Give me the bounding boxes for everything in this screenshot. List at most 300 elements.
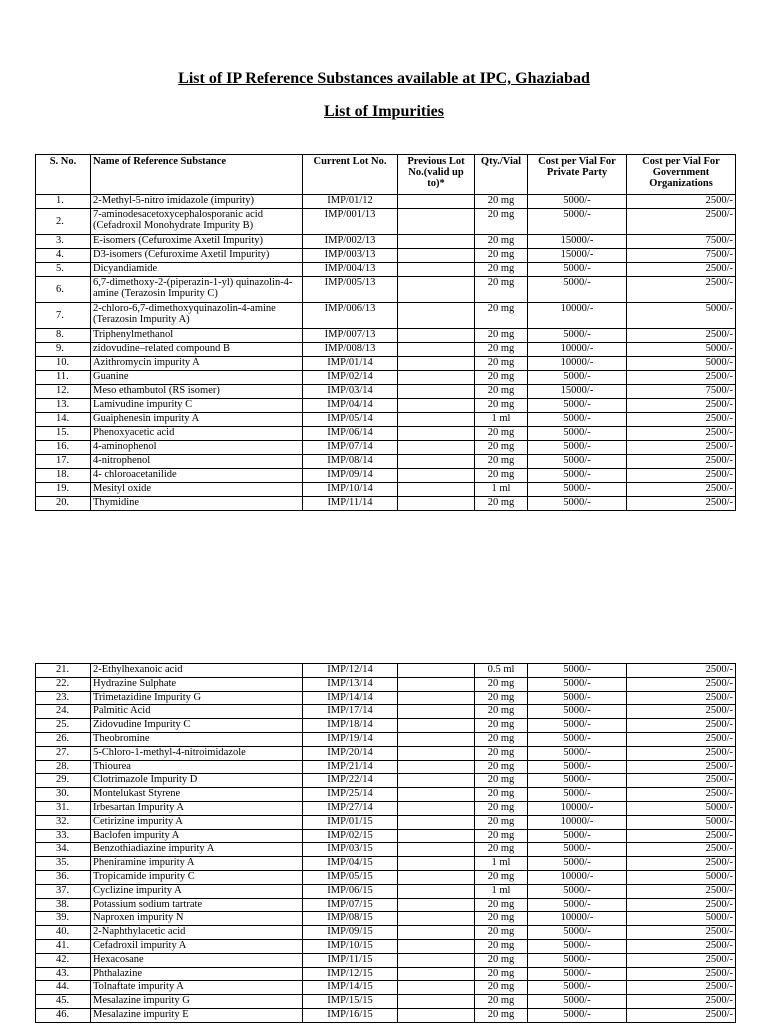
cell-qty: 20 mg <box>475 981 528 995</box>
cell-cost-govt: 2500/- <box>627 884 736 898</box>
cell-cost-govt: 2500/- <box>627 277 736 303</box>
cell-current-lot: IMP/06/14 <box>303 427 398 441</box>
cell-previous-lot <box>398 732 475 746</box>
cell-sno: 19. <box>36 483 91 497</box>
cell-cost-govt: 2500/- <box>627 483 736 497</box>
cell-current-lot: IMP/09/15 <box>303 926 398 940</box>
cell-name: 7-aminodesacetoxycephalosporanic acid (Cefadroxil Monohydrate Impurity B) <box>91 209 303 235</box>
cell-sno: 10. <box>36 357 91 371</box>
cell-name: Cefadroxil impurity A <box>91 939 303 953</box>
cell-current-lot: IMP/10/15 <box>303 939 398 953</box>
cell-current-lot: IMP/16/15 <box>303 1008 398 1022</box>
cell-name: Tropicamide impurity C <box>91 870 303 884</box>
document-subtitle: List of Impurities <box>324 103 444 120</box>
cell-cost-private: 5000/- <box>528 967 627 981</box>
cell-sno: 40. <box>36 926 91 940</box>
cell-current-lot: IMP/22/14 <box>303 774 398 788</box>
cell-cost-private: 5000/- <box>528 1008 627 1022</box>
cell-name: 2-Naphthylacetic acid <box>91 926 303 940</box>
cell-previous-lot <box>398 870 475 884</box>
cell-qty: 20 mg <box>475 912 528 926</box>
cell-sno: 20. <box>36 497 91 511</box>
cell-qty: 20 mg <box>475 719 528 733</box>
cell-cost-private: 5000/- <box>528 677 627 691</box>
cell-cost-govt: 2500/- <box>627 677 736 691</box>
table-row <box>36 329 736 343</box>
cell-qty: 20 mg <box>475 843 528 857</box>
table-header-row <box>36 155 736 195</box>
cell-previous-lot <box>398 760 475 774</box>
table-row <box>36 249 736 263</box>
cell-sno: 32. <box>36 815 91 829</box>
cell-name: Naproxen impurity N <box>91 912 303 926</box>
cell-cost-private: 15000/- <box>528 385 627 399</box>
cell-qty: 20 mg <box>475 455 528 469</box>
cell-cost-govt: 2500/- <box>627 719 736 733</box>
cell-cost-govt: 2500/- <box>627 995 736 1009</box>
cell-cost-private: 5000/- <box>528 427 627 441</box>
cell-cost-govt: 2500/- <box>627 705 736 719</box>
cell-previous-lot <box>398 788 475 802</box>
cell-qty: 20 mg <box>475 732 528 746</box>
cell-qty: 20 mg <box>475 357 528 371</box>
cell-current-lot: IMP/03/14 <box>303 385 398 399</box>
cell-sno: 23. <box>36 691 91 705</box>
cell-current-lot: IMP/06/15 <box>303 884 398 898</box>
cell-name: zidovudine–related compound B <box>91 343 303 357</box>
cell-current-lot: IMP/12/14 <box>303 664 398 678</box>
cell-cost-private: 5000/- <box>528 664 627 678</box>
cell-sno: 6. <box>36 277 91 303</box>
cell-qty: 20 mg <box>475 249 528 263</box>
cell-cost-private: 5000/- <box>528 746 627 760</box>
cell-current-lot: IMP/03/15 <box>303 843 398 857</box>
cell-sno: 17. <box>36 455 91 469</box>
cell-qty: 20 mg <box>475 329 528 343</box>
cell-cost-private: 5000/- <box>528 195 627 209</box>
cell-sno: 24. <box>36 705 91 719</box>
cell-current-lot: IMP/08/15 <box>303 912 398 926</box>
cell-name: Mesityl oxide <box>91 483 303 497</box>
cell-previous-lot <box>398 801 475 815</box>
cell-current-lot: IMP/005/13 <box>303 277 398 303</box>
cell-qty: 20 mg <box>475 815 528 829</box>
cell-cost-private: 5000/- <box>528 399 627 413</box>
cell-qty: 20 mg <box>475 235 528 249</box>
cell-qty: 20 mg <box>475 774 528 788</box>
table-row <box>36 469 736 483</box>
table-row <box>36 664 736 678</box>
cell-cost-govt: 5000/- <box>627 912 736 926</box>
table-row <box>36 760 736 774</box>
cell-cost-private: 15000/- <box>528 235 627 249</box>
cell-cost-govt: 2500/- <box>627 829 736 843</box>
cell-sno: 13. <box>36 399 91 413</box>
table-row <box>36 732 736 746</box>
cell-name: Baclofen impurity A <box>91 829 303 843</box>
table-row <box>36 829 736 843</box>
cell-cost-govt: 2500/- <box>627 209 736 235</box>
cell-current-lot: IMP/07/15 <box>303 898 398 912</box>
cell-current-lot: IMP/18/14 <box>303 719 398 733</box>
cell-cost-govt: 2500/- <box>627 455 736 469</box>
cell-current-lot: IMP/15/15 <box>303 995 398 1009</box>
table-row <box>36 981 736 995</box>
cell-qty: 20 mg <box>475 939 528 953</box>
cell-name: Theobromine <box>91 732 303 746</box>
cell-qty: 20 mg <box>475 788 528 802</box>
cell-qty: 20 mg <box>475 953 528 967</box>
table-row <box>36 399 736 413</box>
table-row <box>36 483 736 497</box>
cell-name: Hydrazine Sulphate <box>91 677 303 691</box>
cell-sno: 16. <box>36 441 91 455</box>
cell-cost-govt: 2500/- <box>627 981 736 995</box>
cell-cost-govt: 7500/- <box>627 385 736 399</box>
cell-name: D3-isomers (Cefuroxime Axetil Impurity) <box>91 249 303 263</box>
cell-qty: 20 mg <box>475 898 528 912</box>
cell-qty: 20 mg <box>475 746 528 760</box>
cell-sno: 11. <box>36 371 91 385</box>
cell-previous-lot <box>398 413 475 427</box>
cell-previous-lot <box>398 441 475 455</box>
cell-cost-govt: 2500/- <box>627 399 736 413</box>
cell-sno: 12. <box>36 385 91 399</box>
cell-cost-govt: 2500/- <box>627 926 736 940</box>
cell-sno: 35. <box>36 857 91 871</box>
cell-cost-private: 5000/- <box>528 691 627 705</box>
cell-current-lot: IMP/25/14 <box>303 788 398 802</box>
cell-name: 4-nitrophenol <box>91 455 303 469</box>
cell-current-lot: IMP/12/15 <box>303 967 398 981</box>
cell-name: Triphenylmethanol <box>91 329 303 343</box>
table-row <box>36 857 736 871</box>
cell-current-lot: IMP/01/12 <box>303 195 398 209</box>
cell-sno: 43. <box>36 967 91 981</box>
cell-name: Guaiphenesin impurity A <box>91 413 303 427</box>
table-row <box>36 939 736 953</box>
cell-previous-lot <box>398 483 475 497</box>
cell-name: 6,7-dimethoxy-2-(piperazin-1-yl) quinazolin-4-amine (Terazosin Impurity C) <box>91 277 303 303</box>
cell-previous-lot <box>398 371 475 385</box>
cell-current-lot: IMP/04/15 <box>303 857 398 871</box>
table-row <box>36 303 736 329</box>
cell-qty: 20 mg <box>475 497 528 511</box>
cell-sno: 33. <box>36 829 91 843</box>
cell-sno: 21. <box>36 664 91 678</box>
cell-cost-govt: 2500/- <box>627 195 736 209</box>
cell-qty: 20 mg <box>475 469 528 483</box>
cell-sno: 3. <box>36 235 91 249</box>
cell-name: Azithromycin impurity A <box>91 357 303 371</box>
cell-name: Thymidine <box>91 497 303 511</box>
cell-cost-private: 5000/- <box>528 926 627 940</box>
cell-current-lot: IMP/17/14 <box>303 705 398 719</box>
cell-qty: 20 mg <box>475 277 528 303</box>
table-row <box>36 719 736 733</box>
cell-previous-lot <box>398 263 475 277</box>
cell-name: 2-chloro-6,7-dimethoxyquinazolin-4-amine (Terazosin Impurity A) <box>91 303 303 329</box>
table-row <box>36 235 736 249</box>
table-row <box>36 898 736 912</box>
cell-cost-govt: 2500/- <box>627 691 736 705</box>
cell-qty: 20 mg <box>475 926 528 940</box>
table-row <box>36 926 736 940</box>
cell-previous-lot <box>398 235 475 249</box>
cell-name: Clotrimazole Impurity D <box>91 774 303 788</box>
cell-previous-lot <box>398 926 475 940</box>
cell-previous-lot <box>398 939 475 953</box>
cell-qty: 20 mg <box>475 371 528 385</box>
cell-cost-govt: 7500/- <box>627 249 736 263</box>
cell-cost-private: 5000/- <box>528 995 627 1009</box>
cell-cost-govt: 2500/- <box>627 497 736 511</box>
cell-sno: 4. <box>36 249 91 263</box>
cell-cost-private: 5000/- <box>528 329 627 343</box>
cell-current-lot: IMP/05/14 <box>303 413 398 427</box>
cell-current-lot: IMP/14/15 <box>303 981 398 995</box>
cell-name: Lamivudine impurity C <box>91 399 303 413</box>
table-row <box>36 774 736 788</box>
cell-current-lot: IMP/09/14 <box>303 469 398 483</box>
cell-previous-lot <box>398 357 475 371</box>
cell-name: Tolnaftate impurity A <box>91 981 303 995</box>
cell-previous-lot <box>398 953 475 967</box>
cell-previous-lot <box>398 829 475 843</box>
cell-cost-govt: 5000/- <box>627 343 736 357</box>
table-row <box>36 277 736 303</box>
cell-qty: 0.5 ml <box>475 664 528 678</box>
cell-qty: 20 mg <box>475 967 528 981</box>
cell-cost-private: 5000/- <box>528 774 627 788</box>
cell-current-lot: IMP/01/15 <box>303 815 398 829</box>
table-row <box>36 263 736 277</box>
cell-previous-lot <box>398 329 475 343</box>
cell-cost-private: 5000/- <box>528 469 627 483</box>
cell-current-lot: IMP/11/14 <box>303 497 398 511</box>
cell-sno: 5. <box>36 263 91 277</box>
cell-cost-govt: 2500/- <box>627 746 736 760</box>
impurities-table-page2 <box>35 663 736 1023</box>
cell-sno: 27. <box>36 746 91 760</box>
cell-previous-lot <box>398 857 475 871</box>
cell-cost-private: 5000/- <box>528 981 627 995</box>
cell-qty: 20 mg <box>475 263 528 277</box>
cell-current-lot: IMP/002/13 <box>303 235 398 249</box>
cell-qty: 20 mg <box>475 691 528 705</box>
cell-name: 5-Chloro-1-methyl-4-nitroimidazole <box>91 746 303 760</box>
cell-current-lot: IMP/13/14 <box>303 677 398 691</box>
table-row <box>36 843 736 857</box>
cell-sno: 39. <box>36 912 91 926</box>
cell-cost-private: 5000/- <box>528 277 627 303</box>
cell-cost-govt: 2500/- <box>627 788 736 802</box>
table-row <box>36 1008 736 1022</box>
cell-current-lot: IMP/004/13 <box>303 263 398 277</box>
cell-previous-lot <box>398 209 475 235</box>
cell-name: Potassium sodium tartrate <box>91 898 303 912</box>
cell-current-lot: IMP/08/14 <box>303 455 398 469</box>
cell-qty: 20 mg <box>475 343 528 357</box>
cell-sno: 1. <box>36 195 91 209</box>
cell-cost-private: 5000/- <box>528 263 627 277</box>
cell-name: Cetirizine impurity A <box>91 815 303 829</box>
cell-sno: 2. <box>36 209 91 235</box>
cell-current-lot: IMP/008/13 <box>303 343 398 357</box>
cell-current-lot: IMP/01/14 <box>303 357 398 371</box>
cell-sno: 41. <box>36 939 91 953</box>
cell-qty: 20 mg <box>475 1008 528 1022</box>
cell-name: Thiourea <box>91 760 303 774</box>
cell-cost-private: 5000/- <box>528 732 627 746</box>
cell-current-lot: IMP/05/15 <box>303 870 398 884</box>
table-row <box>36 705 736 719</box>
cell-previous-lot <box>398 385 475 399</box>
cell-cost-govt: 2500/- <box>627 898 736 912</box>
cell-cost-private: 5000/- <box>528 455 627 469</box>
cell-cost-govt: 5000/- <box>627 801 736 815</box>
cell-cost-private: 10000/- <box>528 870 627 884</box>
cell-current-lot: IMP/10/14 <box>303 483 398 497</box>
cell-cost-govt: 5000/- <box>627 357 736 371</box>
cell-previous-lot <box>398 981 475 995</box>
cell-qty: 1 ml <box>475 483 528 497</box>
cell-previous-lot <box>398 303 475 329</box>
table-row <box>36 413 736 427</box>
cell-previous-lot <box>398 399 475 413</box>
cell-current-lot: IMP/19/14 <box>303 732 398 746</box>
cell-previous-lot <box>398 469 475 483</box>
table-row <box>36 497 736 511</box>
cell-qty: 20 mg <box>475 870 528 884</box>
cell-qty: 1 ml <box>475 884 528 898</box>
header-current-lot: Current Lot No. <box>303 155 398 195</box>
cell-previous-lot <box>398 677 475 691</box>
cell-cost-govt: 5000/- <box>627 815 736 829</box>
cell-cost-private: 5000/- <box>528 939 627 953</box>
cell-previous-lot <box>398 774 475 788</box>
cell-previous-lot <box>398 746 475 760</box>
cell-qty: 20 mg <box>475 209 528 235</box>
cell-cost-private: 5000/- <box>528 719 627 733</box>
cell-cost-govt: 2500/- <box>627 843 736 857</box>
cell-qty: 20 mg <box>475 385 528 399</box>
cell-cost-private: 15000/- <box>528 249 627 263</box>
cell-cost-private: 5000/- <box>528 760 627 774</box>
cell-cost-govt: 2500/- <box>627 967 736 981</box>
cell-sno: 8. <box>36 329 91 343</box>
cell-current-lot: IMP/04/14 <box>303 399 398 413</box>
cell-sno: 44. <box>36 981 91 995</box>
cell-cost-private: 5000/- <box>528 483 627 497</box>
cell-cost-govt: 2500/- <box>627 427 736 441</box>
table-row <box>36 967 736 981</box>
cell-cost-private: 5000/- <box>528 857 627 871</box>
cell-current-lot: IMP/02/14 <box>303 371 398 385</box>
cell-cost-govt: 2500/- <box>627 732 736 746</box>
cell-cost-private: 10000/- <box>528 912 627 926</box>
cell-current-lot: IMP/27/14 <box>303 801 398 815</box>
table-row <box>36 209 736 235</box>
cell-previous-lot <box>398 705 475 719</box>
cell-name: Benzothiadiazine impurity A <box>91 843 303 857</box>
impurities-table-page1 <box>35 154 736 511</box>
cell-previous-lot <box>398 277 475 303</box>
cell-cost-private: 5000/- <box>528 843 627 857</box>
table-row <box>36 455 736 469</box>
cell-previous-lot <box>398 195 475 209</box>
cell-name: Dicyandiamide <box>91 263 303 277</box>
header-cost-private: Cost per Vial For Private Party <box>528 155 627 195</box>
cell-previous-lot <box>398 815 475 829</box>
cell-cost-private: 5000/- <box>528 413 627 427</box>
cell-current-lot: IMP/11/15 <box>303 953 398 967</box>
cell-current-lot: IMP/006/13 <box>303 303 398 329</box>
cell-cost-private: 5000/- <box>528 371 627 385</box>
cell-sno: 22. <box>36 677 91 691</box>
cell-current-lot: IMP/14/14 <box>303 691 398 705</box>
cell-cost-private: 5000/- <box>528 953 627 967</box>
cell-cost-govt: 2500/- <box>627 441 736 455</box>
cell-sno: 9. <box>36 343 91 357</box>
cell-cost-private: 10000/- <box>528 357 627 371</box>
cell-cost-govt: 2500/- <box>627 774 736 788</box>
cell-previous-lot <box>398 884 475 898</box>
cell-sno: 42. <box>36 953 91 967</box>
cell-sno: 18. <box>36 469 91 483</box>
cell-cost-private: 5000/- <box>528 884 627 898</box>
table-row <box>36 746 736 760</box>
cell-cost-private: 10000/- <box>528 815 627 829</box>
cell-previous-lot <box>398 691 475 705</box>
cell-name: E-isomers (Cefuroxime Axetil Impurity) <box>91 235 303 249</box>
cell-sno: 36. <box>36 870 91 884</box>
cell-cost-private: 5000/- <box>528 829 627 843</box>
cell-current-lot: IMP/21/14 <box>303 760 398 774</box>
cell-cost-govt: 2500/- <box>627 953 736 967</box>
cell-sno: 26. <box>36 732 91 746</box>
table-row <box>36 884 736 898</box>
cell-qty: 20 mg <box>475 760 528 774</box>
table-row <box>36 195 736 209</box>
cell-cost-govt: 2500/- <box>627 469 736 483</box>
header-name: Name of Reference Substance <box>91 155 303 195</box>
cell-qty: 20 mg <box>475 195 528 209</box>
cell-qty: 20 mg <box>475 399 528 413</box>
cell-name: Palmitic Acid <box>91 705 303 719</box>
cell-name: Montelukast Styrene <box>91 788 303 802</box>
header-cost-govt: Cost per Vial For Government Organizations <box>627 155 736 195</box>
cell-qty: 20 mg <box>475 427 528 441</box>
cell-qty: 20 mg <box>475 829 528 843</box>
cell-name: 4- chloroacetanilide <box>91 469 303 483</box>
cell-sno: 7. <box>36 303 91 329</box>
header-previous-lot: Previous Lot No.(valid up to)* <box>398 155 475 195</box>
cell-cost-govt: 2500/- <box>627 939 736 953</box>
cell-name: 2-Ethylhexanoic acid <box>91 664 303 678</box>
cell-cost-govt: 2500/- <box>627 857 736 871</box>
table-row <box>36 953 736 967</box>
cell-previous-lot <box>398 343 475 357</box>
cell-previous-lot <box>398 843 475 857</box>
table-row <box>36 357 736 371</box>
cell-cost-govt: 2500/- <box>627 413 736 427</box>
cell-sno: 45. <box>36 995 91 1009</box>
cell-previous-lot <box>398 967 475 981</box>
cell-cost-govt: 2500/- <box>627 329 736 343</box>
cell-current-lot: IMP/07/14 <box>303 441 398 455</box>
cell-cost-private: 5000/- <box>528 497 627 511</box>
